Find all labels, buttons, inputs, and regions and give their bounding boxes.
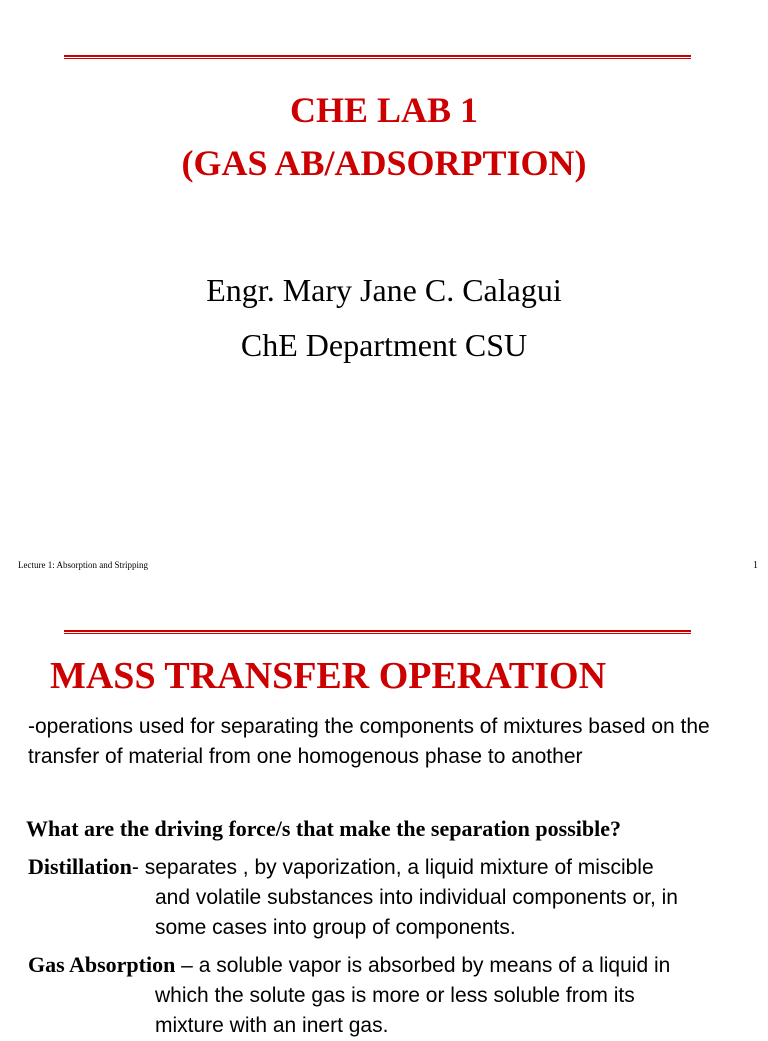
item-line-1: separates , by vaporization, a liquid mixture of miscible [144,856,654,879]
list-item-distillation [28,852,758,943]
item-line-3: mixture with an inert gas. [155,1014,389,1037]
item-line-2: which the solute gas is more or less soluble from its [155,984,635,1007]
heading-rule [64,630,691,634]
item-line-1: a soluble vapor is absorbed by means of a liquid in [198,954,671,977]
slide-heading: MASS TRANSFER OPERATION [50,655,607,697]
page-number: 1 [753,560,758,571]
item-line-2: and volatile substances into individual components or, in [155,886,678,909]
item-term: Gas Absorption [28,952,176,977]
slide-2 [0,590,768,1037]
title-line-2: (GAS AB/ADSORPTION) [181,143,587,183]
item-term: Distillation [28,854,132,879]
department-name: ChE Department CSU [240,327,528,363]
item-separator: - [131,856,145,879]
item-line-3: some cases into group of components. [155,916,516,939]
list-item-gas-absorption [28,950,758,1041]
title-line-1: CHE LAB 1 [289,90,479,130]
author-name: Engr. Mary Jane C. Calagui [206,272,562,308]
item-separator: – [175,954,199,977]
question-text: What are the driving force/s that make the separation possible? [26,816,621,841]
definition-text: -operations used for separating the components of mixtures based on the transfer of material from one homogenous phase to another [28,715,710,768]
slide-footer: Lecture 1: Absorption and Stripping [18,560,148,570]
title-rule [64,55,691,59]
